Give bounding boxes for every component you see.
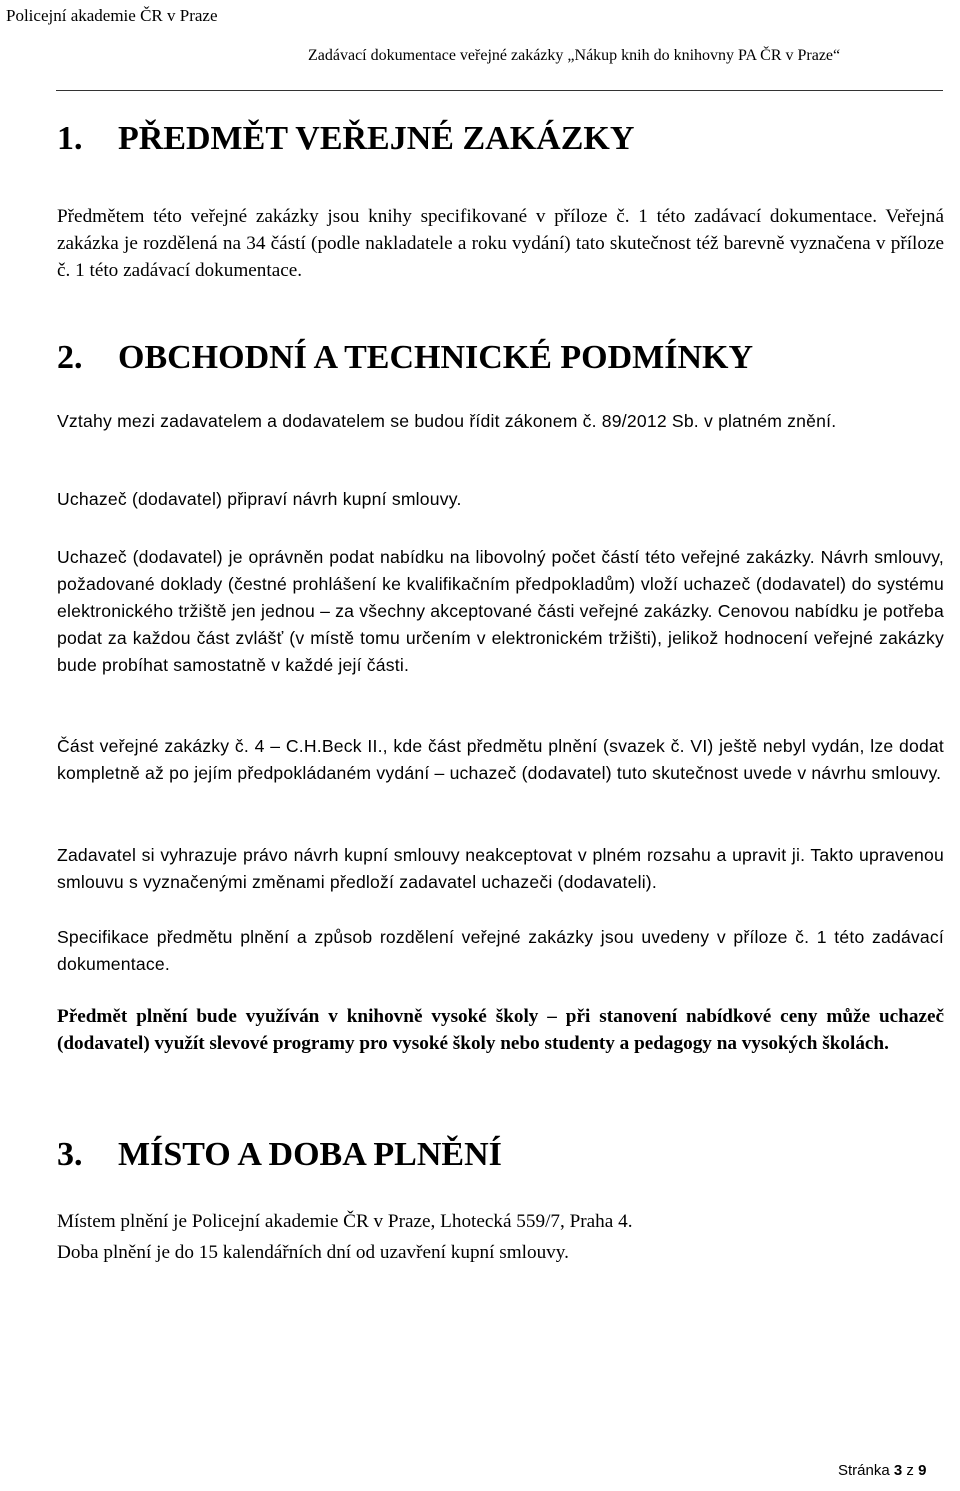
- page-of: z: [906, 1462, 914, 1479]
- section-2-paragraph-law: Vztahy mezi zadavatelem a dodavatelem se budou řídit zákonem č. 89/2012 Sb. v platném znění.: [57, 411, 837, 431]
- section-2-heading: [57, 339, 753, 377]
- section-3-heading: [57, 1136, 502, 1174]
- section-1-heading: [57, 120, 634, 158]
- section-2-title: OBCHODNÍ A TECHNICKÉ PODMÍNKY: [118, 339, 754, 376]
- section-3-title: MÍSTO A DOBA PLNĚNÍ: [118, 1136, 502, 1173]
- section-2-number: 2.: [57, 339, 83, 376]
- section-3-paragraph-place: Místem plnění je Policejní akademie ČR v Praze, Lhotecká 559/7, Praha 4.: [57, 1211, 633, 1232]
- section-2-paragraph-part-4: Část veřejné zakázky č. 4 – C.H.Beck II., kde část předmětu plnění (svazek č. VI) ještě nebyl vydán, lze dodat kompletně až po jejím předpokládaném vydání – uchazeč (dodavatel) tuto skutečnost uvede v návrhu smlouvy.: [57, 736, 944, 783]
- section-2-paragraph-specification: Specifikace předmětu plnění a způsob rozdělení veřejné zakázky jsou uvedeny v příloze č. 1 této zadávací dokumentace.: [57, 927, 944, 974]
- section-3-number: 3.: [57, 1136, 83, 1173]
- section-2-paragraph-reservation: Zadavatel si vyhrazuje právo návrh kupní smlouvy neakceptovat v plném rozsahu a upravit ji. Takto upravenou smlouvu s vyznačenými změnami předloží zadavatel uchazeči (dodavateli).: [57, 845, 944, 892]
- header-document-title: Zadávací dokumentace veřejné zakázky „Nákup knih do knihovny PA ČR v Praze“: [308, 47, 841, 64]
- section-2-paragraph-offers: Uchazeč (dodavatel) je oprávněn podat nabídku na libovolný počet částí této veřejné zakázky. Návrh smlouvy, požadované doklady (čestné prohlášení ke kvalifikačním předpokladům) vloží uchazeč (dodavatel) do systému elektronického tržiště jen jednou – za všechny akceptované části veřejné zakázky. Cenovou nabídku je potřeba podat za každou část zvlášť (v místě tomu určením v elektronickém tržišti), jelikož hodnocení veřejné zakázky bude probíhat samostatně v každé její části.: [57, 547, 944, 675]
- section-1-title: PŘEDMĚT VEŘEJNÉ ZAKÁZKY: [118, 120, 635, 157]
- header-institution: Policejní akademie ČR v Praze: [6, 6, 218, 25]
- page-number: [838, 1462, 926, 1479]
- section-3-paragraph-time: Doba plnění je do 15 kalendářních dní od uzavření kupní smlouvy.: [57, 1242, 569, 1263]
- section-1-number: 1.: [57, 120, 83, 157]
- section-1-paragraph: Předmětem této veřejné zakázky jsou knihy specifikované v příloze č. 1 této zadávací dokumentace. Veřejná zakázka je rozdělená na 34 částí (podle nakladatele a roku vydání) tato skutečnost též barevně vyznačena v příloze č. 1 této zadávací dokumentace.: [57, 206, 944, 281]
- header-divider: [56, 90, 943, 91]
- section-2-paragraph-discount-note: Předmět plnění bude využíván v knihovně vysoké školy – při stanovení nabídkové ceny může uchazeč (dodavatel) využít slevové programy pro vysoké školy nebo studenty a pedagogy na vysokých školách.: [57, 1006, 944, 1054]
- page-total: 9: [918, 1462, 927, 1479]
- section-2-paragraph-contract-draft: Uchazeč (dodavatel) připraví návrh kupní smlouvy.: [57, 489, 462, 509]
- page-current: 3: [893, 1462, 903, 1479]
- page-word: Stránka: [838, 1462, 890, 1479]
